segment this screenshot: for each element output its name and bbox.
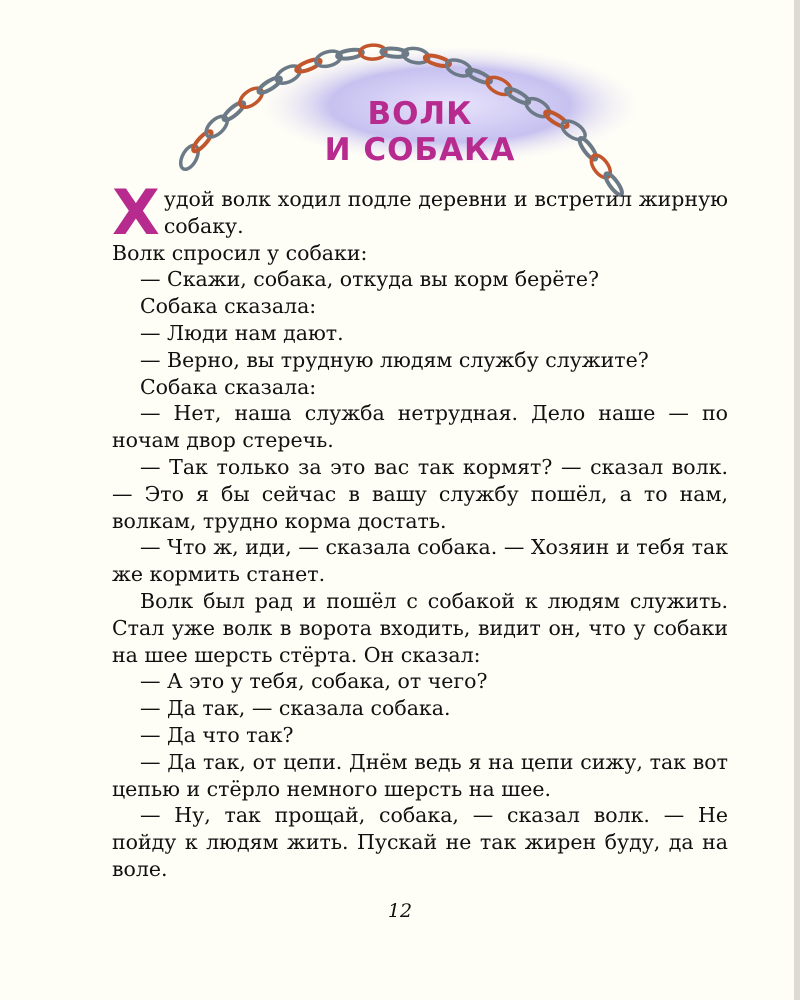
page-edge xyxy=(794,0,800,1000)
title-line-1: ВОЛК xyxy=(367,96,473,132)
drop-cap: Х xyxy=(112,176,160,249)
paragraph: — Верно, вы трудную людям службу служите? xyxy=(140,347,649,372)
paragraph: Собака сказала: xyxy=(140,374,317,399)
title-line-2: И СОБАКА xyxy=(324,132,516,168)
paragraph: — Люди нам дают. xyxy=(140,320,344,345)
chain-link xyxy=(221,100,246,123)
paragraph: — Да что так? xyxy=(140,722,294,747)
page-number: 12 xyxy=(387,900,413,922)
paragraph: Собака сказала: xyxy=(140,294,317,319)
paragraph: Волк спросил у собаки: xyxy=(112,240,368,265)
chain-link xyxy=(177,143,202,173)
paragraph: — А это у тебя, собака, от чего? xyxy=(140,669,488,694)
paragraph: Худой волк ходил подле деревни и встретил жирную собаку. xyxy=(112,176,728,249)
paragraph: — Что ж, иди, — сказала собака. — Хозяин и тебя так же кормить станет. xyxy=(112,535,728,587)
paragraph: — Да так, от цепи. Днём ведь я на цепи сижу, так вот цепью и стёрло немного шерсть на шее. xyxy=(112,749,728,801)
paragraph: — Нет, наша служба нетрудная. Дело наше — по ночам двор стеречь. xyxy=(112,401,728,453)
paragraph: — Да так, — сказала собака. xyxy=(140,696,451,721)
chain-link xyxy=(191,129,214,154)
paragraph: — Так только за это вас так кормят? — сказал волк. — Это я бы сейчас в вашу службу пошёл, а то нам, волкам, трудно корма достать. xyxy=(112,454,728,533)
paragraph: — Ну, так прощай, собака, — сказал волк. — Не пойду к людям жить. Пускай не так жирен буду, да на воле. xyxy=(112,803,728,881)
paragraph: Волк был рад и пошёл с собакой к людям служить. Стал уже волк в ворота входить, видит он, что у собаки на шее шерсть стёрта. Он сказал: xyxy=(112,588,728,667)
chain-link xyxy=(202,113,230,141)
paragraph: — Скажи, собака, откуда вы корм берёте? xyxy=(140,267,599,292)
story-text xyxy=(112,176,728,883)
